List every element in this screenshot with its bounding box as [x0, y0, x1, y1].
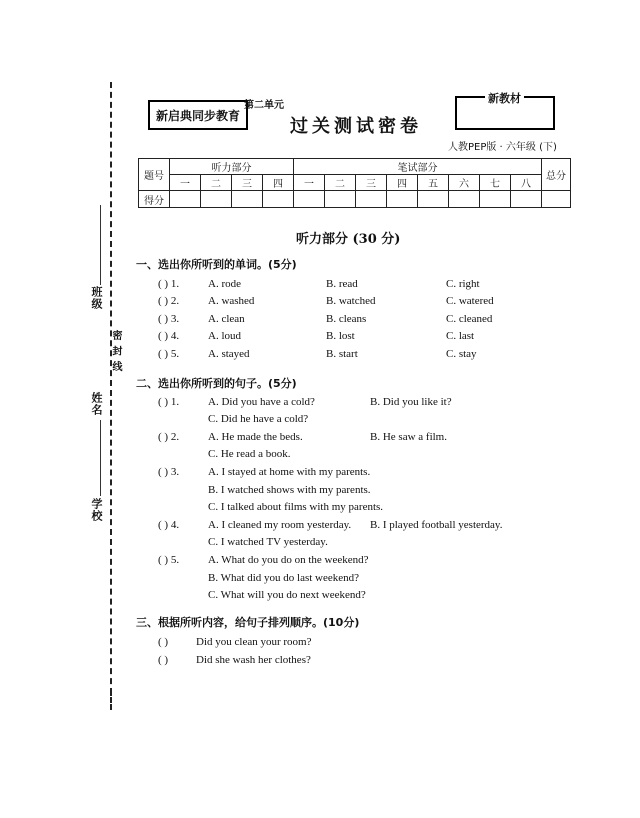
page-title: 过关测试密卷: [290, 116, 422, 137]
class-blank-line: [100, 205, 101, 285]
class-label: 班级: [90, 286, 103, 310]
listen-col: 四: [263, 175, 294, 191]
option-c: C. last: [446, 330, 475, 342]
answer-blank[interactable]: ( ) 1.: [158, 278, 180, 290]
listen-col: 三: [232, 175, 263, 191]
section-2-title: 二、选出你所听到的句子。(5分): [136, 377, 297, 390]
write-col: 八: [511, 175, 542, 191]
option-a: A. washed: [208, 295, 255, 307]
write-col: 一: [294, 175, 325, 191]
option-a: A. I cleaned my room yesterday.: [208, 519, 352, 531]
option-b: B. watched: [326, 295, 376, 307]
school-label: 学校: [90, 498, 103, 522]
score-cell[interactable]: [387, 191, 418, 208]
write-col: 四: [387, 175, 418, 191]
answer-blank[interactable]: ( ) 3.: [158, 313, 180, 325]
writing-header: 笔试部分: [294, 159, 542, 175]
answer-blank[interactable]: ( ) 5.: [158, 348, 180, 360]
binding-line-tail: [110, 690, 112, 710]
answer-blank[interactable]: ( ) 4.: [158, 330, 180, 342]
option-b: B. I watched shows with my parents.: [208, 484, 371, 496]
option-b: B. read: [326, 278, 358, 290]
unit-tag: 第二单元: [244, 100, 284, 111]
option-c: C. Did he have a cold?: [208, 413, 309, 425]
score-cell[interactable]: [325, 191, 356, 208]
score-cell[interactable]: [511, 191, 542, 208]
row-label-number: 题号: [139, 159, 170, 191]
score-cell[interactable]: [449, 191, 480, 208]
sentence: Did you clean your room?: [196, 636, 312, 648]
section-3-title: 三、根据所听内容，给句子排列顺序。(10分): [136, 616, 360, 629]
answer-blank[interactable]: ( ): [158, 654, 169, 666]
option-a: A. clean: [208, 313, 245, 325]
option-b: B. He saw a film.: [370, 431, 447, 443]
option-b: B. What did you do last weekend?: [208, 572, 360, 584]
score-cell[interactable]: [170, 191, 201, 208]
section-1-title: 一、选出你所听到的单词。(5分): [136, 258, 297, 271]
option-a: A. He made the beds.: [208, 431, 303, 443]
school-blank-line: [100, 456, 101, 496]
write-col: 二: [325, 175, 356, 191]
option-c: C. cleaned: [446, 313, 493, 325]
part-title: 听力部分 (30 分): [296, 232, 401, 247]
listen-col: 一: [170, 175, 201, 191]
brand-logo: 新启典同步教育: [148, 100, 248, 130]
edition-label: 人教PEP版 · 六年级 (下): [448, 142, 557, 153]
option-c: C. I talked about films with my parents.: [208, 501, 384, 513]
score-cell[interactable]: [294, 191, 325, 208]
option-c: C. What will you do next weekend?: [208, 589, 366, 601]
option-a: A. What do you do on the weekend?: [208, 554, 369, 566]
option-c: C. I watched TV yesterday.: [208, 536, 328, 548]
listening-header: 听力部分: [170, 159, 294, 175]
option-a: A. stayed: [208, 348, 250, 360]
sentence: Did she wash her clothes?: [196, 654, 311, 666]
score-cell[interactable]: [201, 191, 232, 208]
write-col: 七: [480, 175, 511, 191]
score-cell[interactable]: [232, 191, 263, 208]
option-c: C. right: [446, 278, 480, 290]
option-b: B. cleans: [326, 313, 367, 325]
answer-blank[interactable]: ( ) 5.: [158, 554, 180, 566]
score-cell[interactable]: [480, 191, 511, 208]
answer-blank[interactable]: ( ) 4.: [158, 519, 180, 531]
answer-blank[interactable]: ( ): [158, 636, 169, 648]
option-a: A. Did you have a cold?: [208, 396, 315, 408]
score-cell[interactable]: [263, 191, 294, 208]
option-a: A. rode: [208, 278, 241, 290]
option-b: B. start: [326, 348, 358, 360]
option-c: C. stay: [446, 348, 477, 360]
score-table: [138, 158, 571, 208]
name-label: 姓名: [90, 392, 103, 416]
option-a: A. loud: [208, 330, 241, 342]
answer-blank[interactable]: ( ) 3.: [158, 466, 180, 478]
binding-line: [110, 82, 112, 694]
score-cell[interactable]: [418, 191, 449, 208]
listen-col: 二: [201, 175, 232, 191]
total-header: 总分: [542, 159, 571, 191]
row-label-score: 得分: [139, 191, 170, 208]
score-cell[interactable]: [542, 191, 571, 208]
answer-blank[interactable]: ( ) 2.: [158, 295, 180, 307]
write-col: 六: [449, 175, 480, 191]
option-a: A. I stayed at home with my parents.: [208, 466, 371, 478]
write-col: 三: [356, 175, 387, 191]
newbook-label: 新教材: [485, 90, 524, 106]
score-cell[interactable]: [356, 191, 387, 208]
option-b: B. lost: [326, 330, 355, 342]
option-c: C. He read a book.: [208, 448, 291, 460]
answer-blank[interactable]: ( ) 2.: [158, 431, 180, 443]
seal-line-text: 密 封 线: [110, 330, 121, 372]
option-b: B. Did you like it?: [370, 396, 452, 408]
answer-blank[interactable]: ( ) 1.: [158, 396, 180, 408]
option-c: C. watered: [446, 295, 494, 307]
write-col: 五: [418, 175, 449, 191]
option-b: B. I played football yesterday.: [370, 519, 503, 531]
